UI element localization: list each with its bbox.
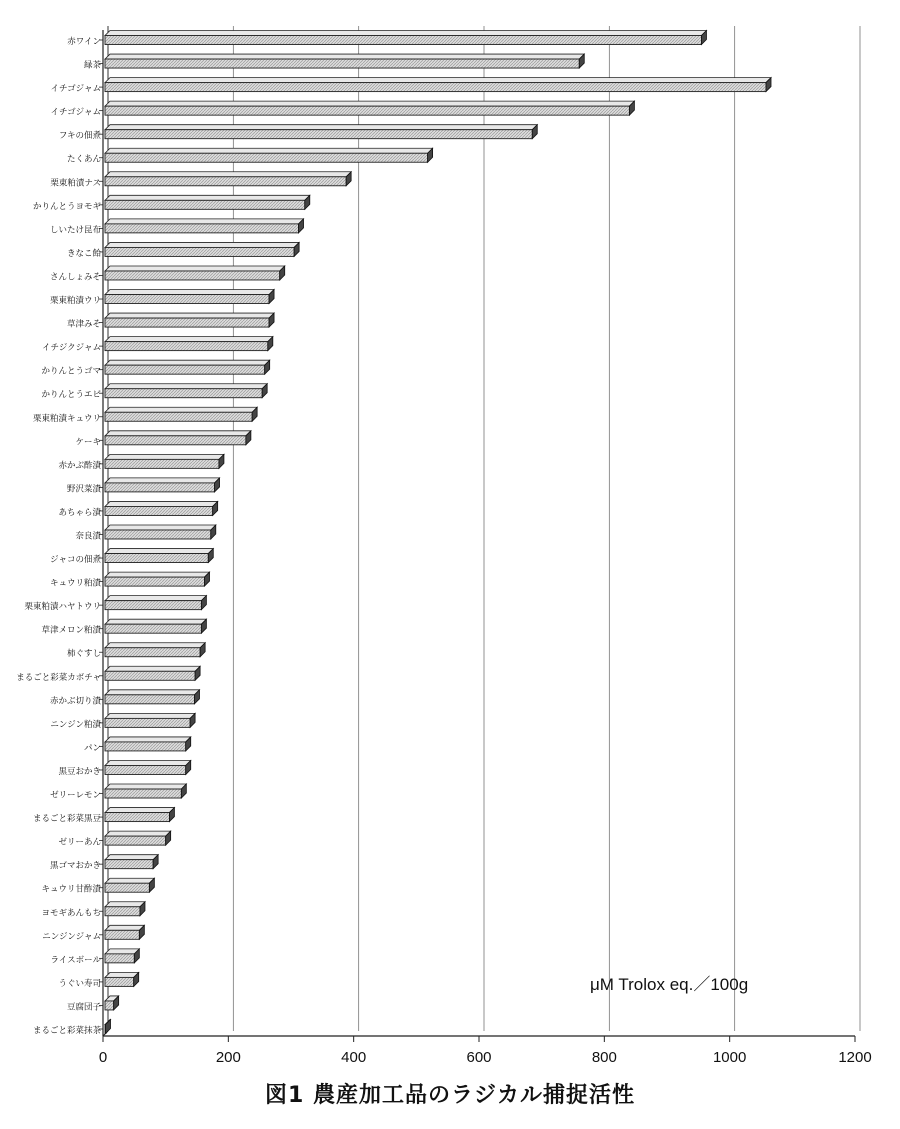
bar [105, 78, 771, 92]
bar-top-face [105, 266, 285, 271]
bar-top-face [105, 219, 304, 224]
bar-front-face [105, 695, 194, 704]
category-label: ライスボール [50, 955, 101, 966]
category-label: 奈良漬 [75, 531, 101, 542]
bar-front-face [105, 577, 205, 586]
category-label: きなこ飴 [66, 248, 101, 259]
bar-front-face [105, 271, 280, 280]
category-label: しいたけ昆布 [49, 225, 101, 236]
bar-top-face [105, 784, 186, 789]
bar-front-face [105, 554, 208, 563]
bar-front-face [105, 412, 252, 421]
category-label: 栗東粕漬ウリ [49, 296, 101, 307]
bar-front-face [105, 342, 268, 351]
bar-front-face [105, 177, 346, 186]
bar [105, 431, 251, 445]
category-label: フキの佃煮 [58, 131, 101, 142]
bar [105, 525, 216, 539]
bar [105, 195, 310, 209]
bar-front-face [105, 765, 186, 774]
category-label: 豆腐団子 [66, 1002, 101, 1013]
bar-front-face [105, 954, 134, 963]
bar-top-face [105, 690, 199, 695]
category-label: イチジクジャム [42, 343, 101, 354]
x-tick-label-1000: 1000 [712, 1049, 747, 1066]
bar-front-face [105, 83, 766, 92]
bar [105, 690, 199, 704]
bar-front-face [105, 106, 629, 115]
category-label: まるごと彩菜黒豆 [32, 814, 101, 825]
bar [105, 572, 210, 586]
bar-front-face [105, 671, 195, 680]
bar-front-face [105, 883, 149, 892]
bar-top-face [105, 643, 205, 648]
bar [105, 407, 257, 421]
bar-front-face [105, 365, 265, 374]
bar-top-face [105, 31, 706, 36]
bar-top-face [105, 925, 144, 930]
bar-top-face [105, 407, 257, 412]
bar-front-face [105, 436, 246, 445]
bar-front-face [105, 247, 294, 256]
bar-top-face [105, 478, 220, 483]
bar-front-face [105, 130, 532, 139]
bar [105, 619, 206, 633]
bar-front-face [105, 200, 305, 209]
bar-front-face [105, 624, 201, 633]
x-tick-label-1200: 1200 [838, 1049, 872, 1066]
bar-top-face [105, 619, 206, 624]
bar-front-face [105, 459, 219, 468]
bar [105, 125, 537, 139]
category-label: 黒豆おかき [58, 766, 101, 777]
bar [105, 831, 171, 845]
bar-front-face [105, 36, 701, 45]
bar-front-face [105, 153, 428, 162]
bar-front-face [105, 977, 134, 986]
category-label: ジャコの佃煮 [50, 555, 101, 566]
bar-front-face [105, 836, 166, 845]
bar-front-face [105, 318, 269, 327]
bar [105, 949, 139, 963]
x-tick-labels [99, 1049, 872, 1066]
bar-top-face [105, 949, 139, 954]
category-label: 赤かぶ切り漬 [49, 696, 101, 707]
category-label: 柿ぐすし [66, 649, 101, 660]
x-tick-label-200: 200 [215, 1049, 241, 1066]
category-label: ケーキ [75, 437, 101, 448]
bar [105, 54, 584, 68]
bar-front-face [105, 718, 190, 727]
bar-end-face [106, 1020, 111, 1034]
bar-front-face [105, 907, 140, 916]
bar-front-face [105, 789, 181, 798]
bar-top-face [105, 549, 213, 554]
category-label: 栗東粕漬ハヤトウリ [24, 602, 101, 613]
bar-top-face [105, 878, 154, 883]
bar-top-face [105, 360, 270, 365]
bar [105, 101, 634, 115]
bar-top-face [105, 808, 174, 813]
category-label: かりんとうゴマ [41, 366, 101, 377]
bar-front-face [105, 813, 169, 822]
bar-top-face [105, 525, 216, 530]
bar [105, 925, 144, 939]
bar-front-face [105, 860, 153, 869]
bar-top-face [105, 855, 158, 860]
bar-front-face [105, 483, 215, 492]
bar-top-face [105, 760, 191, 765]
bar [105, 31, 706, 45]
bar-top-face [105, 454, 224, 459]
bar [105, 242, 299, 256]
bar-front-face [105, 295, 269, 304]
bar-top-face [105, 831, 171, 836]
bar-top-face [105, 596, 206, 601]
category-label: 野沢菜漬 [66, 484, 101, 495]
bar [105, 713, 195, 727]
bar [105, 643, 205, 657]
category-label: ヨモギあんもち [41, 908, 101, 919]
bar-front-face [105, 389, 262, 398]
bar-top-face [105, 972, 139, 977]
category-label: まるごと彩菜抹茶 [32, 1026, 101, 1036]
bar [105, 902, 145, 916]
bar-front-face [105, 930, 139, 939]
bar-top-face [105, 713, 195, 718]
bar [105, 148, 433, 162]
bar [105, 760, 191, 774]
bar-top-face [105, 666, 200, 671]
bar [105, 313, 274, 327]
category-label: かりんとうエビ [41, 390, 101, 401]
bar-top-face [105, 54, 584, 59]
category-label: うぐい寿司 [58, 978, 101, 989]
bar [105, 337, 273, 351]
bar [105, 172, 351, 186]
bar-top-face [105, 242, 299, 247]
bar [105, 219, 304, 233]
bar-top-face [105, 313, 274, 318]
bar [105, 454, 224, 468]
category-label: ゼリーあん [58, 837, 101, 848]
category-labels [16, 36, 101, 1036]
bar-front-face [105, 59, 579, 68]
bar [105, 549, 213, 563]
bar-top-face [105, 384, 267, 389]
unit-label: μM Trolox eq.／100g [590, 975, 749, 994]
category-label: イチゴジャム [50, 84, 101, 95]
category-label: ニンジンジャム [42, 931, 101, 942]
bar-top-face [105, 101, 634, 106]
x-tick-label-400: 400 [341, 1049, 367, 1066]
category-label: 栗東粕漬ナス [50, 178, 101, 189]
bar-top-face [105, 148, 433, 153]
bar-top-face [105, 431, 251, 436]
bar-front-face [105, 506, 213, 515]
category-label: たくあん [66, 154, 101, 165]
category-label: 緑茶 [83, 60, 101, 71]
category-label: まるごと彩菜カボチャ [16, 672, 101, 683]
bar-top-face [105, 501, 218, 506]
bar [105, 666, 200, 680]
bar-front-face [105, 530, 211, 539]
bar [105, 996, 119, 1010]
category-label: かりんとうヨモギ [32, 201, 101, 212]
x-tick-label-0: 0 [98, 1049, 108, 1066]
bar-front-face [105, 601, 201, 610]
category-label: 赤かぶ酢漬 [58, 460, 101, 471]
category-label: さんしょみそ [49, 272, 101, 283]
bar-top-face [105, 290, 274, 295]
category-label: 栗東粕漬キュウリ [32, 413, 101, 424]
bar [105, 855, 158, 869]
category-label: 黒ゴマおかき [49, 861, 101, 872]
bars [105, 31, 771, 1034]
bar [105, 808, 174, 822]
category-label: 赤ワイン [67, 37, 101, 47]
bar [105, 596, 206, 610]
category-label: ゼリーレモン [50, 790, 101, 801]
bar-front-face [105, 224, 299, 233]
bar [105, 972, 139, 986]
bar-top-face [105, 195, 310, 200]
bar-top-face [105, 78, 771, 83]
category-label: キュウリ甘酢漬 [41, 884, 101, 895]
bar [105, 478, 220, 492]
category-label: ニンジン粕漬 [50, 719, 101, 730]
bar-front-face [105, 648, 200, 657]
chart-title: 図1 農産加工品のラジカル捕捉活性 [265, 1083, 635, 1108]
bar-top-face [105, 737, 191, 742]
bar-front-face [105, 1001, 114, 1010]
category-label: 草津みそ [66, 319, 101, 330]
bar [105, 878, 154, 892]
category-label: 草津メロン粕漬 [41, 625, 101, 636]
bar-top-face [105, 172, 351, 177]
bar [105, 501, 218, 515]
bar-top-face [105, 902, 145, 907]
bar-top-face [105, 337, 273, 342]
bar [105, 1020, 111, 1034]
category-label: イチゴジャム [50, 107, 101, 118]
bar [105, 360, 270, 374]
category-label: あちゃら漬 [58, 507, 101, 518]
bar [105, 290, 274, 304]
x-tick-label-800: 800 [591, 1049, 617, 1066]
bar-front-face [105, 742, 186, 751]
category-label: パン [83, 743, 101, 754]
x-tick-label-600: 600 [466, 1049, 492, 1066]
bar-top-face [105, 572, 210, 577]
bar [105, 266, 285, 280]
bar [105, 784, 186, 798]
bar [105, 384, 267, 398]
category-label: キュウリ粕漬 [49, 578, 101, 589]
bar-top-face [105, 125, 537, 130]
bar [105, 737, 191, 751]
